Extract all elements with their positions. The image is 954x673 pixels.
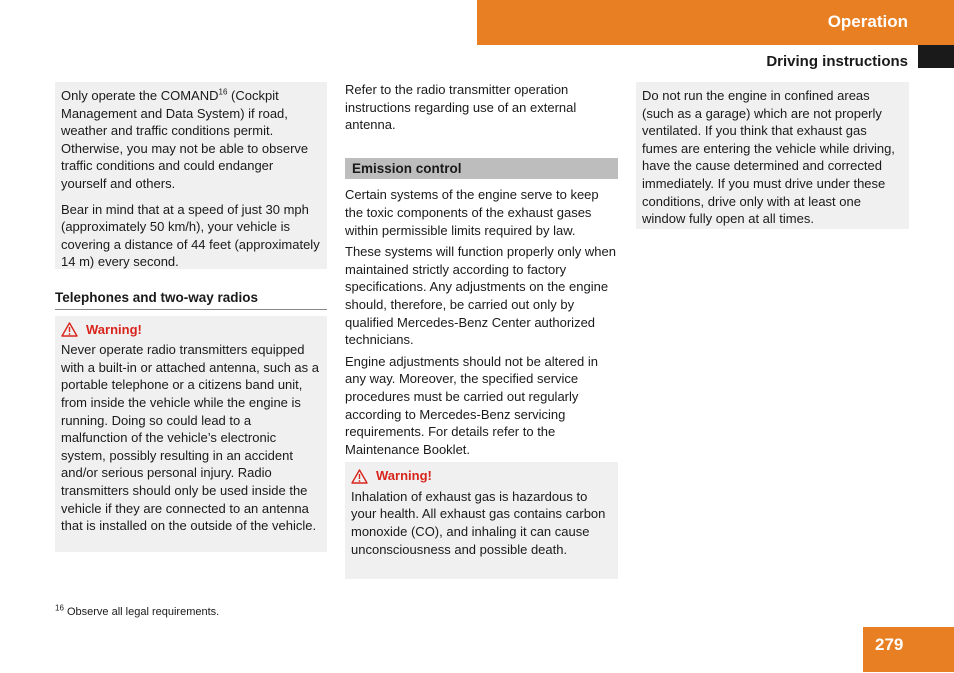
ventilation-note-box bbox=[636, 82, 909, 229]
warning-box-exhaust bbox=[345, 462, 618, 579]
warning-header bbox=[351, 467, 612, 485]
footnote-marker: 16 bbox=[55, 603, 64, 613]
emission-control-heading: Emission control bbox=[345, 158, 618, 180]
emission-paragraph-1: Certain systems of the engine serve to keep the toxic components of the exhaust gases within permissible limits required by law. bbox=[345, 187, 599, 238]
footnote bbox=[55, 603, 220, 618]
warning-header bbox=[61, 321, 321, 339]
subsection-title: Driving instructions bbox=[766, 53, 908, 70]
note-box bbox=[55, 82, 327, 269]
telephones-heading: Telephones and two-way radios bbox=[55, 289, 327, 310]
warning-triangle-icon bbox=[61, 322, 78, 337]
warning-text: Inhalation of exhaust gas is hazardous to your health. All exhaust gas contains carbon monoxide (CO), and inhaling it can cause unconsciousness and possible death. bbox=[351, 488, 606, 557]
warning-text: Never operate radio transmitters equipped with a built-in or attached antenna, such as a portable telephone or a citizens band unit, from inside the vehicle while the engine is running. Doing so could lead to a malfunction of the vehicle’s electronic system, possibly resulting in an accident and/or serious personal injury. Radio transmitters should only be used inside the vehicle if they are connected to an antenna that is installed on the outside of the vehicle. bbox=[61, 342, 319, 534]
antenna-paragraph: Refer to the radio transmitter operation instructions regarding use of an external antenna. bbox=[345, 82, 577, 133]
column-3 bbox=[636, 82, 909, 229]
footnote-ref: 16 bbox=[218, 87, 228, 97]
emission-paragraph-2: These systems will function properly only when maintained strictly according to factory specifications. Any adjustments on the engine should, therefore, be carried out only by qualified Mercedes-Benz Center authorized technicians. bbox=[345, 244, 616, 348]
column-2 bbox=[345, 81, 618, 579]
emission-paragraph-3: Engine adjustments should not be altered in any way. Moreover, the specified service procedures must be carried out regularly according to Mercedes-Benz servicing requirements. For details refer to the Maintenance Booklet. bbox=[345, 353, 598, 457]
note-paragraph-1: Only operate the COMAND$^{16}$ (Cockpit Management and Data System) if road, weather and traffic conditions permit. Otherwise, you may not be able to observe traffic conditions and could endanger yourself and others. bbox=[61, 87, 309, 191]
page-number-box bbox=[863, 627, 954, 672]
ventilation-note-text: Do not run the engine in confined areas (such as a garage) which are not properly ventilated. If you think that exhaust gas fumes are entering the vehicle while driving, have the cause determined and corrected immediately. If you must drive under these conditions, drive only with at least one window fully open at all times. bbox=[642, 88, 895, 227]
warning-label: Warning! bbox=[376, 468, 432, 484]
section-title: Operation bbox=[827, 12, 908, 31]
thumb-tab bbox=[918, 45, 954, 68]
warning-label: Warning! bbox=[86, 321, 142, 337]
column-1 bbox=[55, 82, 327, 552]
footnote-text: Observe all legal requirements. bbox=[63, 606, 220, 618]
warning-triangle-icon bbox=[351, 469, 368, 484]
warning-box-radio bbox=[55, 316, 327, 552]
note-paragraph-2: Bear in mind that at a speed of just 30 mph (approximately 50 km/h), your vehicle is covering a distance of 44 feet (approximately 14 m) every second. bbox=[61, 201, 320, 270]
header-bar bbox=[477, 0, 954, 45]
page-number: 279 bbox=[875, 635, 904, 654]
